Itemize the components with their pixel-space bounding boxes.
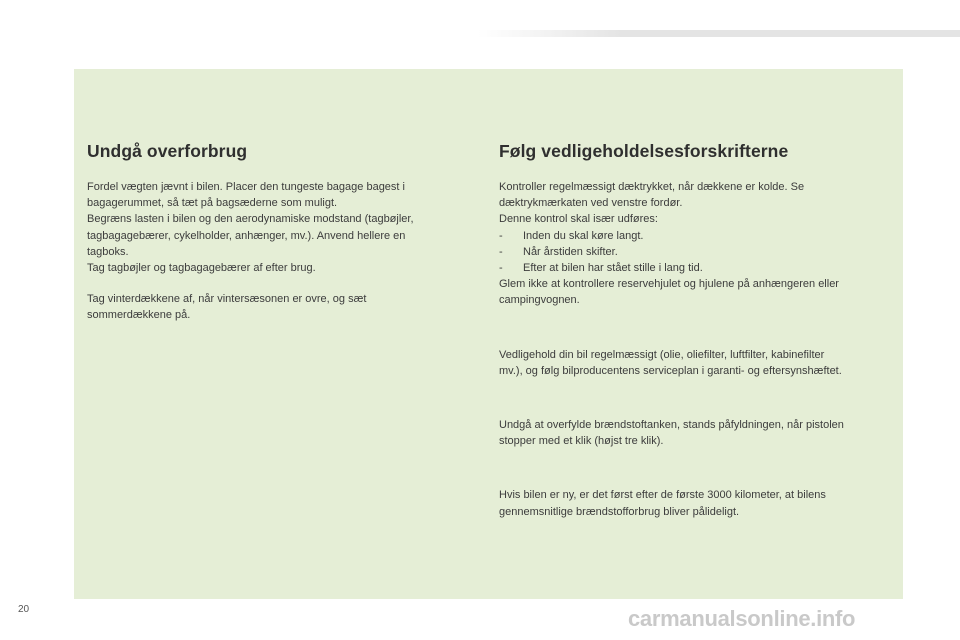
left-column: [87, 141, 479, 324]
text-line: Denne kontrol skal især udføres:: [499, 213, 658, 226]
text-line: gennemsnitlige brændstofforbrug bliver pålideligt.: [499, 505, 740, 518]
page-number: 20: [18, 604, 30, 615]
bullet-item: [499, 260, 891, 276]
bullet-text: Efter at bilen har stået stille i lang tid.: [523, 262, 703, 275]
text-line: Vedligehold din bil regelmæssigt (olie, oliefilter, luftfilter, kabinefilter: [499, 348, 825, 361]
section-heading-maintenance: Følg vedligeholdelsesforskrifterne: [499, 141, 789, 161]
paragraph-tyres: [87, 291, 479, 323]
text-line: campingvognen.: [499, 294, 580, 307]
bullet-dash: -: [499, 245, 503, 258]
text-line: Fordel vægten jævnt i bilen. Placer den tungeste bagage bagest i: [87, 181, 405, 193]
text-line: tagbagagebærer, cykelholder, anhænger, mv.). Anvend hellere en: [87, 229, 406, 242]
text-line: Tag vinterdækkene af, når vintersæsonen er ovre, og sæt: [87, 293, 367, 306]
bullet-dash: -: [499, 229, 503, 242]
text-line: Undgå at overfylde brændstoftanken, stands påfyldningen, når pistolen: [499, 419, 844, 432]
section-heading-fuel-consumption: Undgå overforbrug: [87, 141, 248, 161]
right-column: [499, 141, 891, 520]
text-line: Hvis bilen er ny, er det først efter de første 3000 kilometer, at bilens: [499, 489, 826, 502]
bullet-text: Inden du skal køre langt.: [523, 229, 644, 242]
paragraph-tyre-pressure: [499, 179, 891, 309]
paragraph-new-car: [499, 487, 891, 519]
text-line: bagagerummet, så tæt på bagsæderne som muligt.: [87, 197, 338, 210]
text-line: tagboks.: [87, 245, 129, 258]
text-line: Kontroller regelmæssigt dæktrykket, når dækkene er kolde. Se: [499, 181, 805, 193]
watermark: carmanualsonline.info: [628, 606, 856, 631]
paragraph-service: [499, 347, 891, 379]
text-line: sommerdækkene på.: [87, 309, 191, 322]
text-line: mv.), og følg bilproducentens serviceplan i garanti- og eftersynshæftet.: [499, 364, 842, 377]
bullet-item: [499, 244, 891, 260]
text-line: Glem ikke at kontrollere reservehjulet og hjulene på anhængeren eller: [499, 278, 839, 291]
paragraph-fuel-tank: [499, 417, 891, 449]
text-line: Begræns lasten i bilen og den aerodynamiske modstand (tagbøjler,: [87, 213, 414, 226]
paragraph-load: [87, 179, 479, 276]
text-line: stopper med et klik (højst tre klik).: [499, 435, 664, 448]
bullet-dash: -: [499, 262, 503, 275]
bullet-text: Når årstiden skifter.: [523, 245, 618, 258]
text-line: dæktrykmærkaten ved venstre fordør.: [499, 197, 683, 210]
bullet-item: [499, 228, 891, 244]
header-decoration-bar: [478, 30, 960, 37]
content-panel: [74, 69, 903, 599]
text-line: Tag tagbøjler og tagbagagebærer af efter brug.: [87, 262, 316, 275]
